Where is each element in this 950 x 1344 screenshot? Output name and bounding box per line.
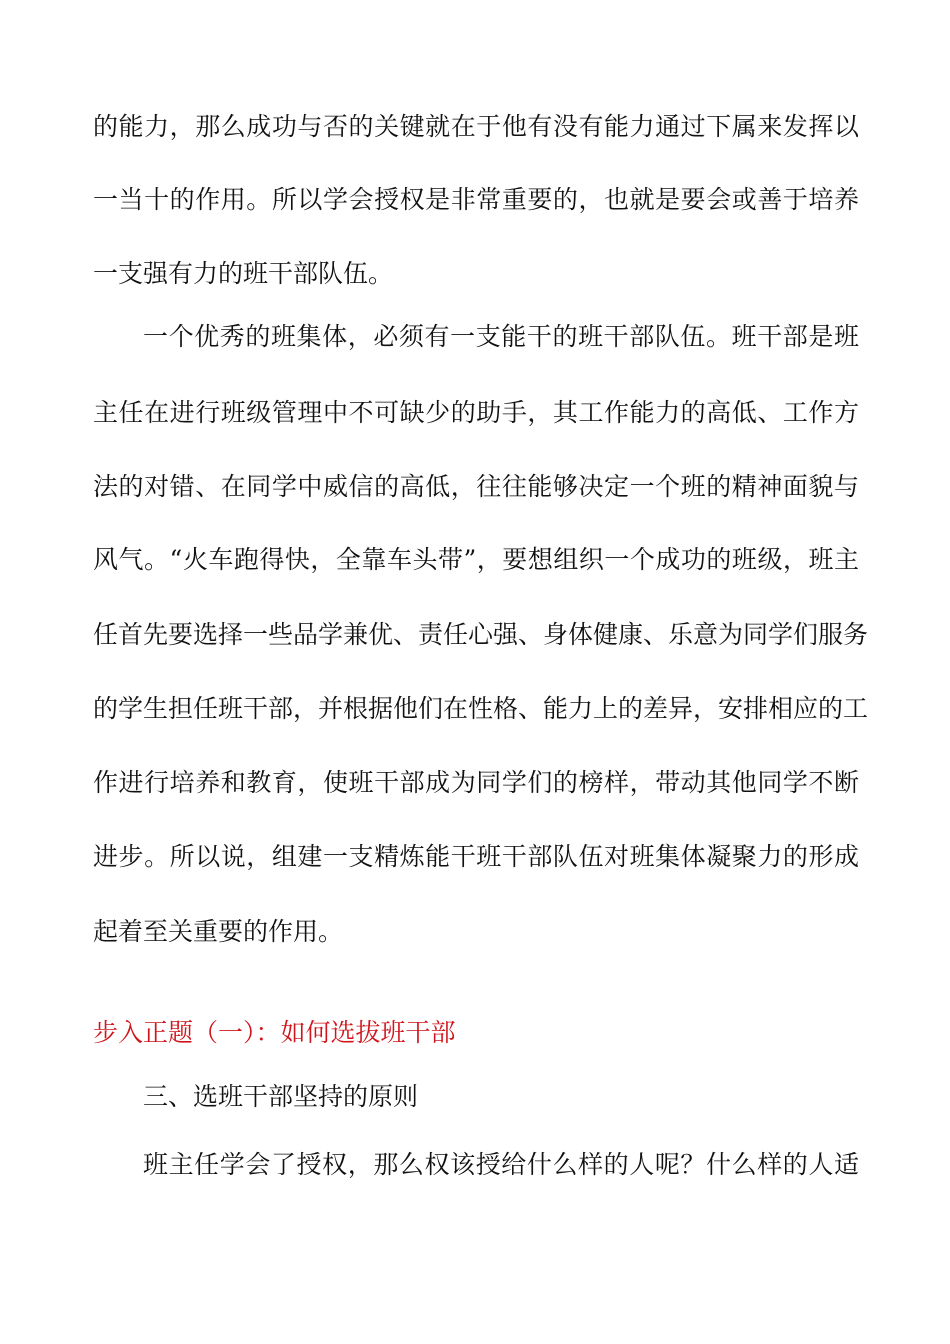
paragraph-2-line-7: 作进行培养和教育，使班干部成为同学们的榜样，带动其他同学不断 (93, 768, 859, 797)
paragraph-2-line-3: 法的对错、在同学中威信的高低，往往能够决定一个班的精神面貌与 (93, 472, 859, 501)
subsection-heading: 三、选班干部坚持的原则 (143, 1082, 419, 1111)
section-heading: 步入正题（一）：如何选拔班干部 (93, 1018, 456, 1047)
paragraph-1-line-2: 一当十的作用。所以学会授权是非常重要的，也就是要会或善于培养 (93, 185, 859, 214)
paragraph-2-line-5: 任首先要选择一些品学兼优、责任心强、身体健康、乐意为同学们服务 (93, 620, 869, 649)
paragraph-3-line-1: 班主任学会了授权，那么权该授给什么样的人呢？什么样的人适 (143, 1150, 859, 1179)
paragraph-2-line-1: 一个优秀的班集体，必须有一支能干的班干部队伍。班干部是班 (143, 322, 859, 351)
paragraph-2-line-6: 的学生担任班干部，并根据他们在性格、能力上的差异，安排相应的工 (93, 694, 869, 723)
paragraph-2-line-2: 主任在进行班级管理中不可缺少的助手，其工作能力的高低、工作方 (93, 398, 859, 427)
paragraph-2-line-8: 进步。所以说，组建一支精炼能干班干部队伍对班集体凝聚力的形成 (93, 842, 859, 871)
paragraph-2-line-4: 风气。“火车跑得快，全靠车头带”，要想组织一个成功的班级，班主 (93, 545, 859, 574)
paragraph-1-line-1: 的能力，那么成功与否的关键就在于他有没有能力通过下属来发挥以 (93, 112, 859, 141)
paragraph-2-line-9: 起着至关重要的作用。 (93, 917, 344, 946)
paragraph-1-line-3: 一支强有力的班干部队伍。 (93, 259, 394, 288)
